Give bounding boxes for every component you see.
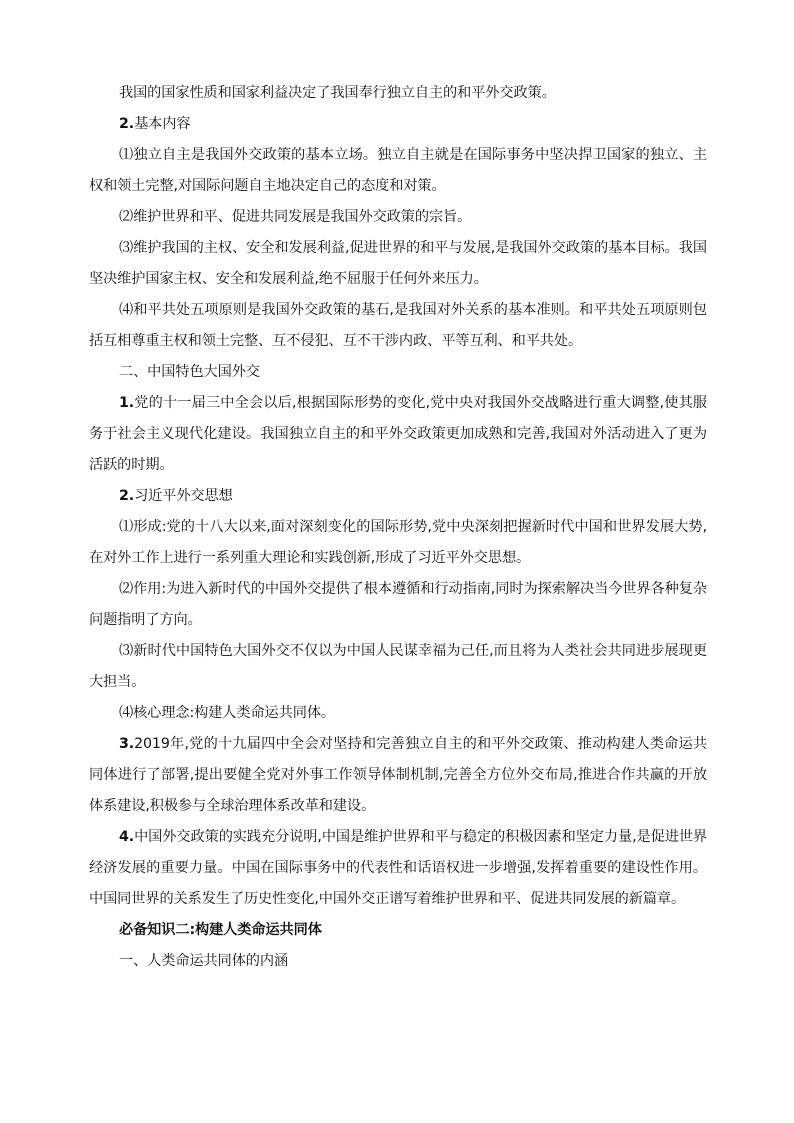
section-heading-text: 必备知识二:构建人类命运共同体 <box>119 922 322 938</box>
paragraph-text: 中国外交政策的实践充分说明,中国是维护世界和平与稳定的积极因素和坚定力量,是促进世界经济发展的重要力量。中国在国际事务中的代表性和话语权进一步增强,发挥着重要的建设性作用。中国同世界的关系发生了历史性变化,中国外交正谱写着维护世界和平、促进共同发展的新篇章。 <box>89 829 707 907</box>
paragraph-point-2 <box>89 202 707 233</box>
subheading-text: 基本内容 <box>134 116 191 132</box>
paragraph-text: ⑶维护我国的主权、安全和发展利益,促进世界的和平与发展,是我国外交政策的基本目标。我国坚决维护国家主权、安全和发展利益,绝不屈服于任何外来压力。 <box>89 240 707 287</box>
paragraph-text: ⑵作用:为进入新时代的中国外交提供了根本遵循和行动指南,同时为探索解决当今世界各种复杂问题指明了方向。 <box>89 581 707 628</box>
paragraph-text: ⑵维护世界和平、促进共同发展是我国外交政策的宗旨。 <box>119 209 472 225</box>
subheading-xi-thought <box>89 481 707 512</box>
item-number: 2. <box>119 116 135 132</box>
paragraph-text: 我国的国家性质和国家利益决定了我国奉行独立自主的和平外交政策。 <box>119 85 556 101</box>
paragraph-text: 2019年,党的十九届四中全会对坚持和完善独立自主的和平外交政策、推动构建人类命运共同体进行了部署,提出要健全党对外事工作领导体制机制,完善全方位外交布局,推进合作共赢的开放体系建设,积极参与全球治理体系改革和建设。 <box>89 736 707 814</box>
paragraph-text: ⑴独立自主是我国外交政策的基本立场。独立自主就是在国际事务中坚决捍卫国家的独立、主权和领土完整,对国际问题自主地决定自己的态度和对策。 <box>89 147 707 194</box>
paragraph-text: ⑷和平共处五项原则是我国外交政策的基石,是我国对外关系的基本准则。和平共处五项原则包括互相尊重主权和领土完整、互不侵犯、互不干涉内政、平等互利、和平共处。 <box>89 302 707 349</box>
subheading-basic-content <box>89 109 707 140</box>
item-number: 1. <box>119 395 135 411</box>
paragraph-text: ⑴形成:党的十八大以来,面对深刻变化的国际形势,党中央深刻把握新时代中国和世界发展大势,在对外工作上进行一系列重大理论和实践创新,形成了习近平外交思想。 <box>89 519 707 566</box>
item-number: 3. <box>119 736 135 752</box>
item-number: 4. <box>119 829 135 845</box>
paragraph-point-3 <box>89 233 707 295</box>
paragraph-point-4 <box>89 295 707 357</box>
document-body <box>89 78 707 977</box>
paragraph-formation <box>89 512 707 574</box>
paragraph-numbered-1 <box>89 388 707 481</box>
section-heading-text: 二、中国特色大国外交 <box>119 364 260 380</box>
section-heading-major-country-diplomacy <box>89 357 707 388</box>
paragraph-numbered-4 <box>89 822 707 915</box>
section-heading-knowledge-two <box>89 915 707 946</box>
section-heading-text: 一、人类命运共同体的内涵 <box>119 953 289 969</box>
paragraph-role <box>89 574 707 636</box>
paragraph-text: ⑷核心理念:构建人类命运共同体。 <box>119 705 335 721</box>
paragraph-text: ⑶新时代中国特色大国外交不仅以为中国人民谋幸福为己任,而且将为人类社会共同进步展现更大担当。 <box>89 643 707 690</box>
paragraph-intro <box>89 78 707 109</box>
paragraph-text: 党的十一届三中全会以后,根据国际形势的变化,党中央对我国外交战略进行重大调整,使其服务于社会主义现代化建设。我国独立自主的和平外交政策更加成熟和完善,我国对外活动进入了更为活跃的时期。 <box>89 395 707 473</box>
section-heading-community-meaning <box>89 946 707 977</box>
item-number: 2. <box>119 488 135 504</box>
paragraph-point-1 <box>89 140 707 202</box>
paragraph-core-concept <box>89 698 707 729</box>
paragraph-new-era <box>89 636 707 698</box>
paragraph-numbered-3 <box>89 729 707 822</box>
subheading-text: 习近平外交思想 <box>134 488 233 504</box>
